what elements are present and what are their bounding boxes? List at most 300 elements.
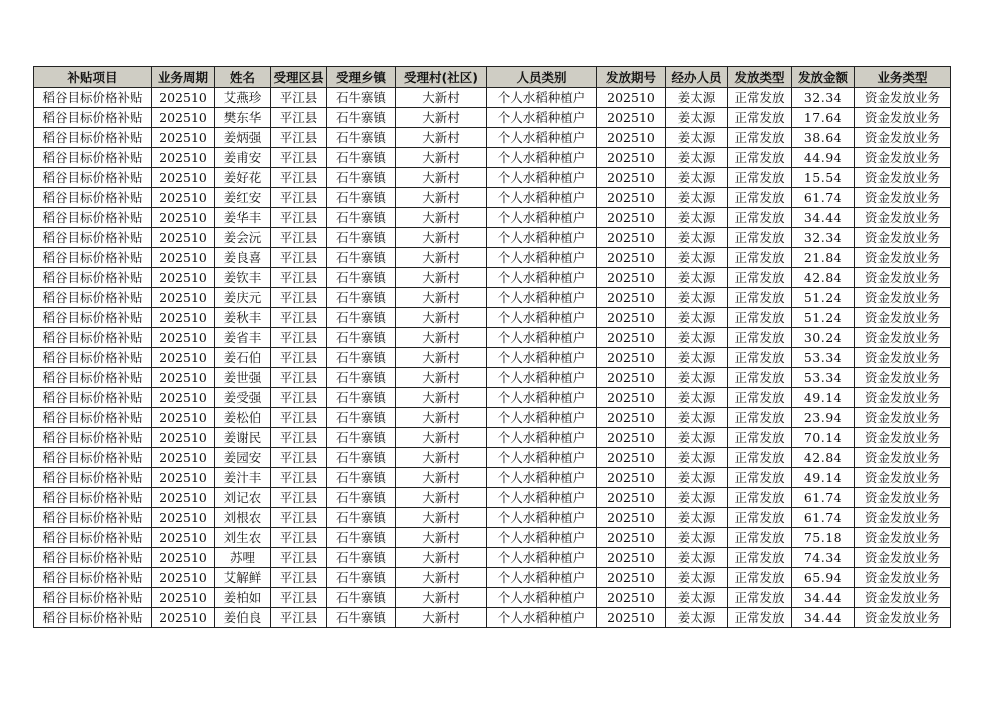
subsidy-table: [33, 66, 951, 628]
col-person-category-cell: 个人水稻种植户: [487, 508, 597, 528]
col-amount-cell: 34.44: [792, 208, 855, 228]
col-issue-type-cell: 正常发放: [728, 408, 792, 428]
col-business-type-cell: 资金发放业务: [855, 268, 951, 288]
col-township-cell: 石牛寨镇: [327, 108, 396, 128]
col-issue-type-cell: 正常发放: [728, 388, 792, 408]
table-row: [34, 428, 951, 448]
col-subsidy-item-cell: 稻谷目标价格补贴: [34, 528, 152, 548]
col-name-cell: 姜世强: [215, 368, 271, 388]
col-township-cell: 石牛寨镇: [327, 388, 396, 408]
col-business-period-cell: 202510: [152, 128, 215, 148]
col-county-cell: 平江县: [271, 508, 327, 528]
col-county-cell: 平江县: [271, 88, 327, 108]
col-township-cell: 石牛寨镇: [327, 308, 396, 328]
col-business-type-cell: 资金发放业务: [855, 128, 951, 148]
col-village-cell: 大新村: [396, 308, 487, 328]
col-person-category-cell: 个人水稻种植户: [487, 388, 597, 408]
col-handler-cell: 姜太源: [666, 488, 728, 508]
col-subsidy-item-cell: 稻谷目标价格补贴: [34, 448, 152, 468]
col-subsidy-item-cell: 稻谷目标价格补贴: [34, 388, 152, 408]
col-county-cell: 平江县: [271, 368, 327, 388]
table-row: [34, 248, 951, 268]
col-person-category-cell: 个人水稻种植户: [487, 348, 597, 368]
col-person-category-cell: 个人水稻种植户: [487, 228, 597, 248]
col-handler-cell: 姜太源: [666, 408, 728, 428]
col-person-category-cell: 个人水稻种植户: [487, 188, 597, 208]
col-issue-number-cell: 202510: [597, 148, 666, 168]
col-issue-type-cell: 正常发放: [728, 468, 792, 488]
col-amount-cell: 32.34: [792, 228, 855, 248]
col-issue-number-cell: 202510: [597, 328, 666, 348]
col-business-type-cell: 资金发放业务: [855, 188, 951, 208]
col-business-type-cell: 资金发放业务: [855, 528, 951, 548]
col-handler-cell: 姜太源: [666, 208, 728, 228]
col-county-cell: 平江县: [271, 288, 327, 308]
col-business-period-cell: 202510: [152, 208, 215, 228]
col-issue-type-cell: 正常发放: [728, 128, 792, 148]
col-business-period-cell: 202510: [152, 348, 215, 368]
col-handler-cell: 姜太源: [666, 248, 728, 268]
col-village-cell: 大新村: [396, 488, 487, 508]
col-handler-cell: 姜太源: [666, 568, 728, 588]
col-subsidy-item-cell: 稻谷目标价格补贴: [34, 368, 152, 388]
col-issue-number-cell: 202510: [597, 468, 666, 488]
table-row: [34, 168, 951, 188]
col-issue-number-cell: 202510: [597, 288, 666, 308]
col-amount-cell: 75.18: [792, 528, 855, 548]
col-name-cell: 姜良喜: [215, 248, 271, 268]
col-business-type-cell: 资金发放业务: [855, 308, 951, 328]
col-village-cell: 大新村: [396, 288, 487, 308]
col-issue-number-cell: 202510: [597, 568, 666, 588]
col-business-type-cell: 资金发放业务: [855, 148, 951, 168]
col-village-cell: 大新村: [396, 148, 487, 168]
col-township-cell: 石牛寨镇: [327, 588, 396, 608]
col-handler-cell: 姜太源: [666, 128, 728, 148]
col-township-cell: 石牛寨镇: [327, 228, 396, 248]
col-subsidy-item-cell: 稻谷目标价格补贴: [34, 408, 152, 428]
col-name-cell: 姜好花: [215, 168, 271, 188]
col-business-type-header: 业务类型: [855, 67, 951, 88]
col-issue-type-cell: 正常发放: [728, 428, 792, 448]
col-township-cell: 石牛寨镇: [327, 508, 396, 528]
col-township-cell: 石牛寨镇: [327, 528, 396, 548]
col-business-type-cell: 资金发放业务: [855, 568, 951, 588]
col-business-period-cell: 202510: [152, 148, 215, 168]
col-issue-type-cell: 正常发放: [728, 488, 792, 508]
col-township-cell: 石牛寨镇: [327, 268, 396, 288]
col-person-category-cell: 个人水稻种植户: [487, 128, 597, 148]
col-county-cell: 平江县: [271, 408, 327, 428]
col-village-cell: 大新村: [396, 428, 487, 448]
col-county-cell: 平江县: [271, 608, 327, 628]
table-row: [34, 488, 951, 508]
col-county-cell: 平江县: [271, 428, 327, 448]
col-name-cell: 姜炳强: [215, 128, 271, 148]
col-business-period-cell: 202510: [152, 568, 215, 588]
col-issue-number-cell: 202510: [597, 448, 666, 468]
col-subsidy-item-cell: 稻谷目标价格补贴: [34, 308, 152, 328]
table-row: [34, 368, 951, 388]
col-village-cell: 大新村: [396, 528, 487, 548]
col-township-cell: 石牛寨镇: [327, 428, 396, 448]
col-township-cell: 石牛寨镇: [327, 448, 396, 468]
col-township-cell: 石牛寨镇: [327, 608, 396, 628]
col-handler-cell: 姜太源: [666, 88, 728, 108]
col-handler-cell: 姜太源: [666, 448, 728, 468]
col-township-cell: 石牛寨镇: [327, 328, 396, 348]
col-issue-type-cell: 正常发放: [728, 568, 792, 588]
col-issue-number-cell: 202510: [597, 348, 666, 368]
col-township-cell: 石牛寨镇: [327, 408, 396, 428]
col-township-cell: 石牛寨镇: [327, 208, 396, 228]
col-subsidy-item-cell: 稻谷目标价格补贴: [34, 208, 152, 228]
col-amount-cell: 42.84: [792, 268, 855, 288]
col-person-category-cell: 个人水稻种植户: [487, 328, 597, 348]
col-village-cell: 大新村: [396, 348, 487, 368]
table-row: [34, 128, 951, 148]
col-person-category-cell: 个人水稻种植户: [487, 588, 597, 608]
col-name-cell: 姜会沅: [215, 228, 271, 248]
table-row: [34, 568, 951, 588]
col-business-period-cell: 202510: [152, 608, 215, 628]
col-subsidy-item-cell: 稻谷目标价格补贴: [34, 588, 152, 608]
col-name-cell: 姜省丰: [215, 328, 271, 348]
col-township-cell: 石牛寨镇: [327, 248, 396, 268]
col-township-cell: 石牛寨镇: [327, 368, 396, 388]
col-issue-number-cell: 202510: [597, 608, 666, 628]
col-business-type-cell: 资金发放业务: [855, 588, 951, 608]
col-county-cell: 平江县: [271, 308, 327, 328]
col-person-category-header: 人员类别: [487, 67, 597, 88]
col-business-period-cell: 202510: [152, 88, 215, 108]
col-amount-cell: 34.44: [792, 588, 855, 608]
col-township-cell: 石牛寨镇: [327, 488, 396, 508]
col-village-cell: 大新村: [396, 328, 487, 348]
col-subsidy-item-cell: 稻谷目标价格补贴: [34, 568, 152, 588]
table-row: [34, 528, 951, 548]
col-village-cell: 大新村: [396, 408, 487, 428]
table-row: [34, 148, 951, 168]
col-handler-cell: 姜太源: [666, 548, 728, 568]
col-handler-cell: 姜太源: [666, 188, 728, 208]
table-row: [34, 228, 951, 248]
col-issue-type-cell: 正常发放: [728, 288, 792, 308]
col-business-type-cell: 资金发放业务: [855, 428, 951, 448]
table-row: [34, 348, 951, 368]
col-township-cell: 石牛寨镇: [327, 88, 396, 108]
table-row: [34, 268, 951, 288]
col-name-cell: 姜华丰: [215, 208, 271, 228]
col-business-period-cell: 202510: [152, 288, 215, 308]
col-village-cell: 大新村: [396, 508, 487, 528]
col-subsidy-item-cell: 稻谷目标价格补贴: [34, 228, 152, 248]
col-name-cell: 姜石伯: [215, 348, 271, 368]
col-issue-number-cell: 202510: [597, 128, 666, 148]
col-business-period-cell: 202510: [152, 268, 215, 288]
col-person-category-cell: 个人水稻种植户: [487, 108, 597, 128]
col-business-type-cell: 资金发放业务: [855, 388, 951, 408]
table-row: [34, 608, 951, 628]
col-person-category-cell: 个人水稻种植户: [487, 88, 597, 108]
col-name-cell: 艾燕珍: [215, 88, 271, 108]
col-business-type-cell: 资金发放业务: [855, 408, 951, 428]
col-issue-number-cell: 202510: [597, 88, 666, 108]
col-amount-cell: 65.94: [792, 568, 855, 588]
col-handler-cell: 姜太源: [666, 528, 728, 548]
col-handler-cell: 姜太源: [666, 148, 728, 168]
col-county-cell: 平江县: [271, 448, 327, 468]
col-issue-type-cell: 正常发放: [728, 208, 792, 228]
col-person-category-cell: 个人水稻种植户: [487, 468, 597, 488]
col-business-type-cell: 资金发放业务: [855, 288, 951, 308]
table-row: [34, 388, 951, 408]
col-issue-type-cell: 正常发放: [728, 308, 792, 328]
col-handler-cell: 姜太源: [666, 388, 728, 408]
col-issue-number-cell: 202510: [597, 408, 666, 428]
col-township-cell: 石牛寨镇: [327, 188, 396, 208]
col-business-period-cell: 202510: [152, 448, 215, 468]
col-handler-cell: 姜太源: [666, 308, 728, 328]
col-business-period-cell: 202510: [152, 428, 215, 448]
table-row: [34, 448, 951, 468]
col-person-category-cell: 个人水稻种植户: [487, 488, 597, 508]
col-name-cell: 姜汁丰: [215, 468, 271, 488]
col-handler-cell: 姜太源: [666, 608, 728, 628]
col-handler-cell: 姜太源: [666, 228, 728, 248]
col-amount-cell: 17.64: [792, 108, 855, 128]
col-subsidy-item-cell: 稻谷目标价格补贴: [34, 288, 152, 308]
col-township-cell: 石牛寨镇: [327, 148, 396, 168]
col-county-cell: 平江县: [271, 108, 327, 128]
col-township-cell: 石牛寨镇: [327, 128, 396, 148]
col-business-period-cell: 202510: [152, 368, 215, 388]
col-county-cell: 平江县: [271, 168, 327, 188]
col-business-type-cell: 资金发放业务: [855, 508, 951, 528]
col-issue-number-cell: 202510: [597, 488, 666, 508]
col-handler-cell: 姜太源: [666, 268, 728, 288]
col-subsidy-item-cell: 稻谷目标价格补贴: [34, 128, 152, 148]
col-business-type-cell: 资金发放业务: [855, 88, 951, 108]
col-village-cell: 大新村: [396, 188, 487, 208]
col-amount-cell: 51.24: [792, 288, 855, 308]
col-issue-number-cell: 202510: [597, 588, 666, 608]
col-issue-type-cell: 正常发放: [728, 268, 792, 288]
col-issue-number-cell: 202510: [597, 388, 666, 408]
col-business-period-cell: 202510: [152, 248, 215, 268]
col-amount-cell: 49.14: [792, 388, 855, 408]
table-row: [34, 508, 951, 528]
col-issue-type-cell: 正常发放: [728, 88, 792, 108]
col-handler-cell: 姜太源: [666, 288, 728, 308]
col-amount-cell: 53.34: [792, 348, 855, 368]
col-amount-cell: 51.24: [792, 308, 855, 328]
col-issue-number-cell: 202510: [597, 528, 666, 548]
col-amount-cell: 49.14: [792, 468, 855, 488]
col-amount-cell: 53.34: [792, 368, 855, 388]
table-row: [34, 588, 951, 608]
col-name-cell: 姜甫安: [215, 148, 271, 168]
col-village-cell: 大新村: [396, 128, 487, 148]
col-person-category-cell: 个人水稻种植户: [487, 248, 597, 268]
col-name-cell: 姜钦丰: [215, 268, 271, 288]
col-person-category-cell: 个人水稻种植户: [487, 208, 597, 228]
col-business-period-cell: 202510: [152, 548, 215, 568]
col-issue-type-cell: 正常发放: [728, 448, 792, 468]
col-issue-number-cell: 202510: [597, 168, 666, 188]
col-person-category-cell: 个人水稻种植户: [487, 428, 597, 448]
col-issue-number-cell: 202510: [597, 228, 666, 248]
col-business-type-cell: 资金发放业务: [855, 168, 951, 188]
col-person-category-cell: 个人水稻种植户: [487, 288, 597, 308]
col-business-type-cell: 资金发放业务: [855, 108, 951, 128]
col-subsidy-item-cell: 稻谷目标价格补贴: [34, 348, 152, 368]
col-county-cell: 平江县: [271, 488, 327, 508]
col-subsidy-item-cell: 稻谷目标价格补贴: [34, 488, 152, 508]
col-business-type-cell: 资金发放业务: [855, 248, 951, 268]
col-amount-cell: 61.74: [792, 188, 855, 208]
col-person-category-cell: 个人水稻种植户: [487, 268, 597, 288]
col-name-cell: 艾解鲜: [215, 568, 271, 588]
table-row: [34, 208, 951, 228]
col-issue-type-cell: 正常发放: [728, 108, 792, 128]
col-issue-type-cell: 正常发放: [728, 588, 792, 608]
col-issue-number-cell: 202510: [597, 208, 666, 228]
col-name-cell: 姜红安: [215, 188, 271, 208]
col-issue-type-cell: 正常发放: [728, 248, 792, 268]
col-village-cell: 大新村: [396, 268, 487, 288]
col-issue-number-cell: 202510: [597, 248, 666, 268]
col-issue-number-cell: 202510: [597, 428, 666, 448]
col-handler-cell: 姜太源: [666, 428, 728, 448]
col-business-period-cell: 202510: [152, 228, 215, 248]
col-township-cell: 石牛寨镇: [327, 168, 396, 188]
col-village-cell: 大新村: [396, 168, 487, 188]
col-county-cell: 平江县: [271, 268, 327, 288]
col-person-category-cell: 个人水稻种植户: [487, 408, 597, 428]
table-row: [34, 408, 951, 428]
table-row: [34, 308, 951, 328]
col-business-period-cell: 202510: [152, 408, 215, 428]
col-issue-type-cell: 正常发放: [728, 608, 792, 628]
col-subsidy-item-cell: 稻谷目标价格补贴: [34, 508, 152, 528]
col-issue-type-cell: 正常发放: [728, 188, 792, 208]
table-row: [34, 468, 951, 488]
col-person-category-cell: 个人水稻种植户: [487, 168, 597, 188]
col-township-cell: 石牛寨镇: [327, 468, 396, 488]
col-issue-type-header: 发放类型: [728, 67, 792, 88]
col-county-cell: 平江县: [271, 468, 327, 488]
col-village-cell: 大新村: [396, 108, 487, 128]
col-village-cell: 大新村: [396, 608, 487, 628]
col-business-type-cell: 资金发放业务: [855, 468, 951, 488]
col-name-cell: 姜松伯: [215, 408, 271, 428]
col-village-cell: 大新村: [396, 88, 487, 108]
col-county-cell: 平江县: [271, 588, 327, 608]
col-handler-cell: 姜太源: [666, 368, 728, 388]
col-issue-number-cell: 202510: [597, 308, 666, 328]
col-name-cell: 苏哩: [215, 548, 271, 568]
col-amount-cell: 21.84: [792, 248, 855, 268]
col-business-period-cell: 202510: [152, 508, 215, 528]
col-subsidy-item-cell: 稻谷目标价格补贴: [34, 328, 152, 348]
col-person-category-cell: 个人水稻种植户: [487, 548, 597, 568]
col-subsidy-item-cell: 稻谷目标价格补贴: [34, 188, 152, 208]
col-name-cell: 姜柏如: [215, 588, 271, 608]
col-business-period-cell: 202510: [152, 468, 215, 488]
col-subsidy-item-cell: 稻谷目标价格补贴: [34, 148, 152, 168]
col-name-cell: 姜谢民: [215, 428, 271, 448]
col-handler-cell: 姜太源: [666, 108, 728, 128]
table-row: [34, 328, 951, 348]
col-person-category-cell: 个人水稻种植户: [487, 528, 597, 548]
col-township-header: 受理乡镇: [327, 67, 396, 88]
col-issue-type-cell: 正常发放: [728, 368, 792, 388]
col-business-period-cell: 202510: [152, 308, 215, 328]
col-business-type-cell: 资金发放业务: [855, 608, 951, 628]
col-amount-cell: 61.74: [792, 508, 855, 528]
col-county-cell: 平江县: [271, 528, 327, 548]
col-business-period-header: 业务周期: [152, 67, 215, 88]
col-issue-number-cell: 202510: [597, 548, 666, 568]
col-county-cell: 平江县: [271, 568, 327, 588]
col-village-cell: 大新村: [396, 548, 487, 568]
col-subsidy-item-cell: 稻谷目标价格补贴: [34, 468, 152, 488]
col-county-cell: 平江县: [271, 248, 327, 268]
col-business-period-cell: 202510: [152, 108, 215, 128]
col-amount-cell: 42.84: [792, 448, 855, 468]
col-business-period-cell: 202510: [152, 328, 215, 348]
col-name-cell: 姜受强: [215, 388, 271, 408]
col-person-category-cell: 个人水稻种植户: [487, 568, 597, 588]
col-village-cell: 大新村: [396, 448, 487, 468]
col-handler-cell: 姜太源: [666, 328, 728, 348]
col-township-cell: 石牛寨镇: [327, 568, 396, 588]
col-amount-header: 发放金额: [792, 67, 855, 88]
header-row: [34, 67, 951, 88]
col-business-type-cell: 资金发放业务: [855, 328, 951, 348]
col-amount-cell: 70.14: [792, 428, 855, 448]
col-issue-type-cell: 正常发放: [728, 168, 792, 188]
col-village-cell: 大新村: [396, 248, 487, 268]
col-person-category-cell: 个人水稻种植户: [487, 308, 597, 328]
col-township-cell: 石牛寨镇: [327, 348, 396, 368]
col-business-type-cell: 资金发放业务: [855, 208, 951, 228]
col-village-cell: 大新村: [396, 468, 487, 488]
table-row: [34, 548, 951, 568]
col-person-category-cell: 个人水稻种植户: [487, 448, 597, 468]
col-amount-cell: 30.24: [792, 328, 855, 348]
col-person-category-cell: 个人水稻种植户: [487, 148, 597, 168]
col-amount-cell: 32.34: [792, 88, 855, 108]
col-county-cell: 平江县: [271, 388, 327, 408]
col-business-period-cell: 202510: [152, 168, 215, 188]
col-village-header: 受理村(社区): [396, 67, 487, 88]
col-county-cell: 平江县: [271, 228, 327, 248]
col-name-cell: 姜庆元: [215, 288, 271, 308]
col-name-cell: 刘记农: [215, 488, 271, 508]
col-handler-cell: 姜太源: [666, 168, 728, 188]
col-issue-number-cell: 202510: [597, 108, 666, 128]
col-subsidy-item-cell: 稻谷目标价格补贴: [34, 108, 152, 128]
col-issue-type-cell: 正常发放: [728, 148, 792, 168]
col-issue-number-header: 发放期号: [597, 67, 666, 88]
col-subsidy-item-cell: 稻谷目标价格补贴: [34, 248, 152, 268]
col-name-cell: 姜秋丰: [215, 308, 271, 328]
col-business-period-cell: 202510: [152, 188, 215, 208]
col-issue-type-cell: 正常发放: [728, 228, 792, 248]
table-body: [34, 88, 951, 628]
